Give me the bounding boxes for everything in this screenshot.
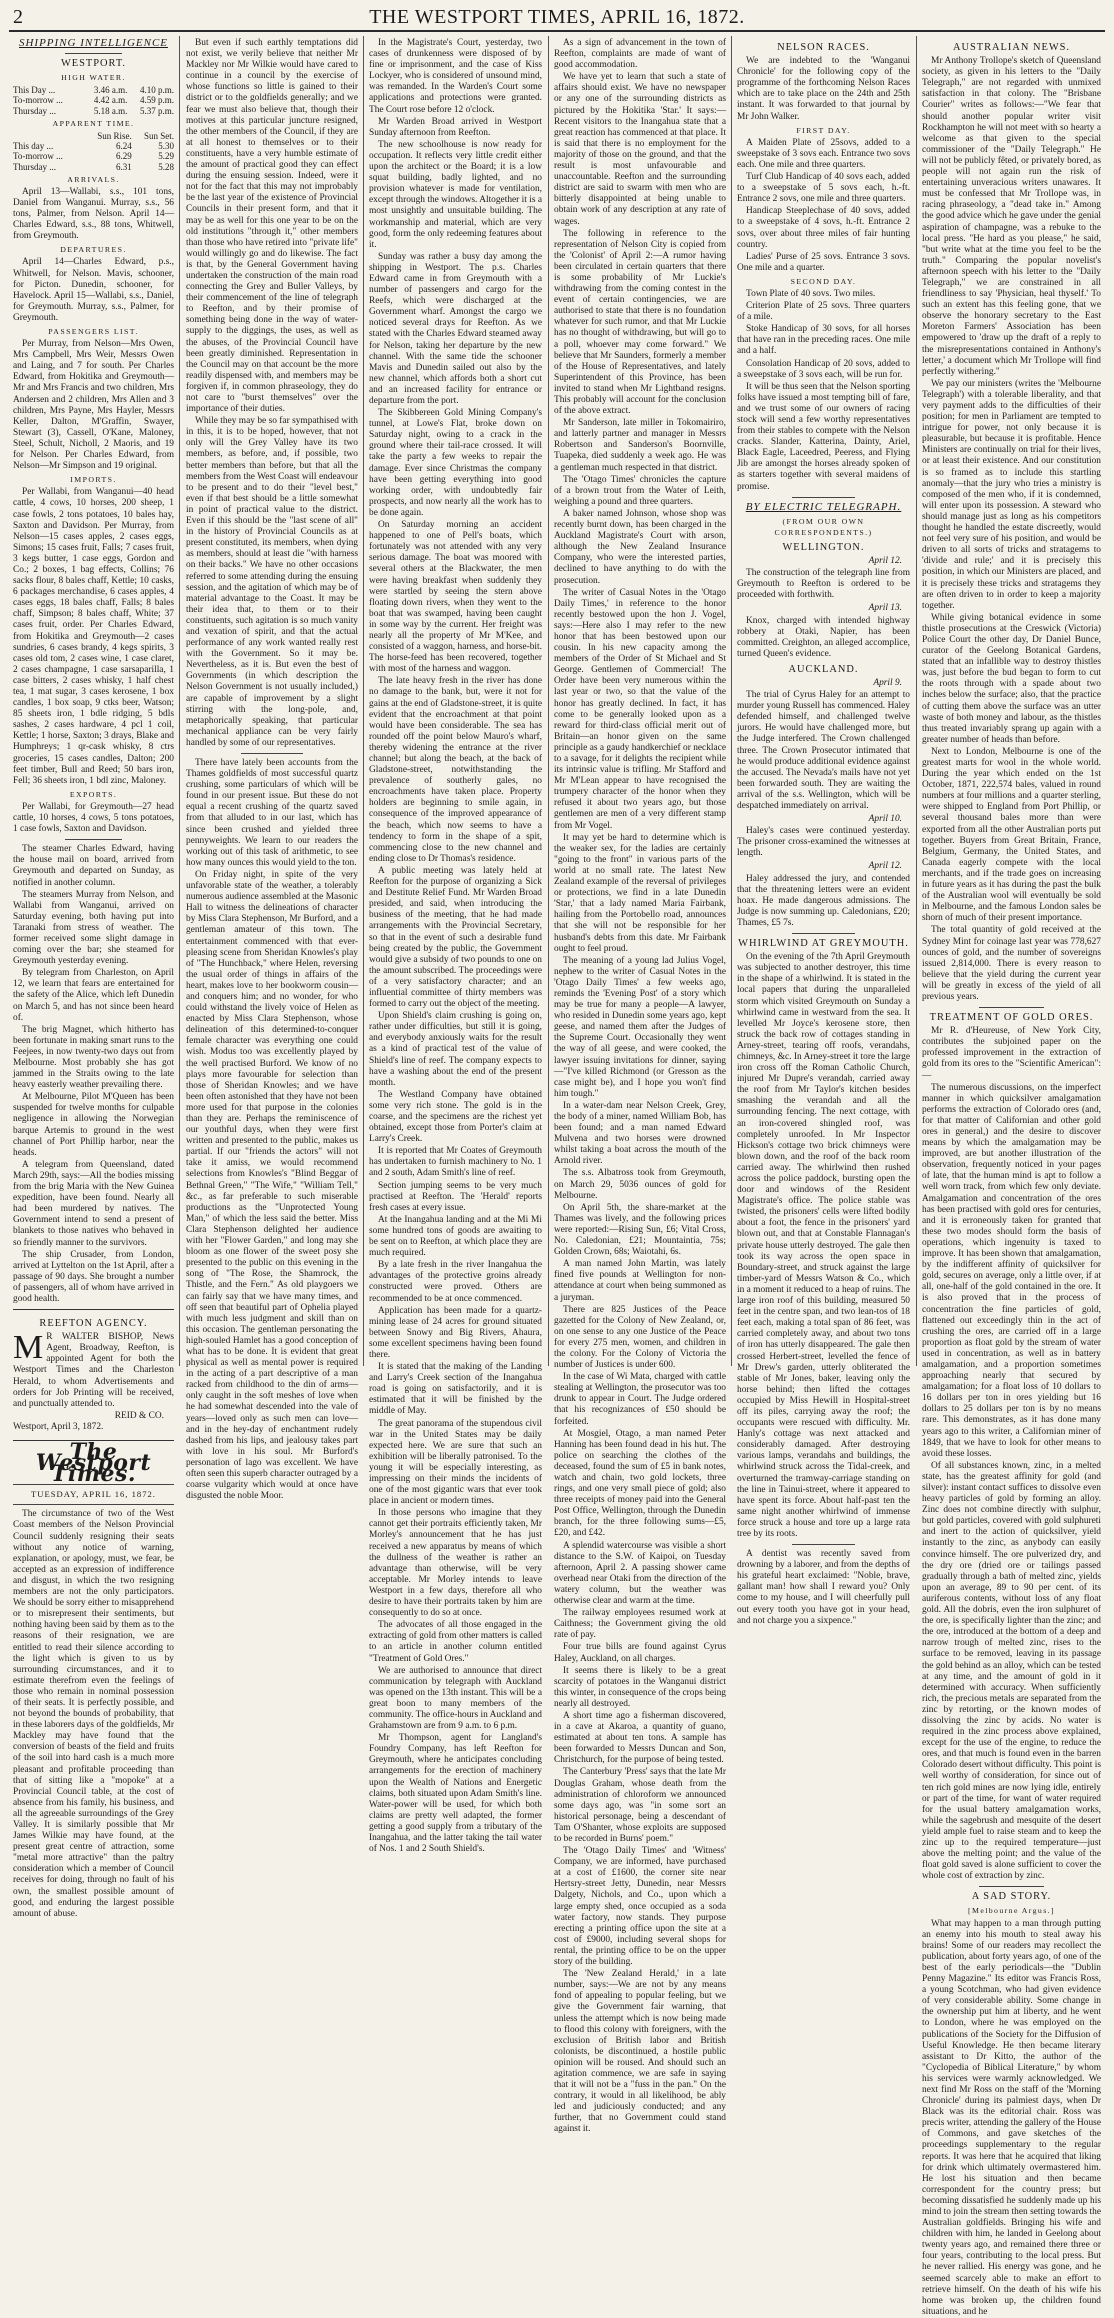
news-paragraph: At Mosgiel, Otago, a man named Peter Hanning has been found dead in his hut. The police on searching the clothes of the deceased, found the sum of £5 in bank notes, watch and chain, two gold lockets, three rings, and one very small piece of gold; also three receipts of money paid into the General Post Office, Wellington, through the Dunedin branch, for the three following sums—£5, £20, and £42.	[554, 1428, 726, 1539]
news-paragraph: Four true bills are found against Cyrus Haley, Auckland, on all charges.	[554, 1642, 726, 1664]
cell: Sun Rise.	[97, 130, 132, 141]
news-paragraph: On April 5th, the share-market at the Thames was lively, and the following prices were reported:—Rising Sun, £6; Vital Cross, No. Caledonian, £21; Mountaintia, 75s; Golden Crown, 68s; Waiotahi, 6s.	[554, 1202, 726, 1258]
shipping-note: By telegram from Charleston, on April 12, we learn that fears are entertained for the safety of the Alice, which left Dunedin on March 5, and has not since been heard of.	[13, 968, 174, 1023]
race-item: Ladies' Purse of 25 sovs. Entrance 3 sovs. One mile and a quarter.	[737, 251, 910, 273]
cell: 5.29	[158, 151, 174, 162]
cell: 4.42 a.m.	[93, 95, 128, 106]
dateline: April 12.	[868, 556, 902, 567]
advert-body	[13, 1329, 174, 1410]
news-paragraph: The Canterbury 'Press' says that the late Mr Douglas Graham, whose death from the administration of chloroform we announced some days ago, was "in some sort an historical personage, being a descendant of Tam O'Shanter, whose exploits are supposed to be recorded in Burns' poem."	[554, 1767, 726, 1844]
gold-paragraph: Mr R. d'Heureuse, of New York City, contributes the subjoined paper on the professed improvement in the extraction of gold from its ores to the "Scientific American":—	[922, 1026, 1101, 1081]
cell: Thursday ...	[13, 161, 56, 172]
news-paragraph: On Friday night, in spite of the very unfavorable state of the weather, a tolerably numerous audience assembled at the Masonic Hall to witness the delineations of character by Miss Clara Stephenson, Mr Burford, and a gentleman amateur of this town. The entertainment commenced with that ever-pleasing scene from Sheridan Knowles's play of "The Hunchback," where Helen, reversing the usual order of things in affairs of the heart, makes love to her bookworm cousin—and conquers him; and no wonder, for who could withstand the lively voice of Helen as enacted by Miss Clara Stephenson, whose delineation of this determined-to-conquer female character was everything one could wish. Modus too was excellently played by the well practised Burford. We know of no plays more favourable for selection than those of Sheridan Knowles; and we have been often astonished that they have not been more used for that purpose in the colonies than they are. Perhaps the reminiscence of our youthful days, when they were first written and presented to the public, makes us partial. If our "friends the actors" will not take it amiss, we would recommend selections from Knowles's "Blind Beggar of Bethnal Green," "The Wife," "William Tell," &c., as far preferable to such miserable productions as the "Unprotected Young Man," of which the less said the better. Miss Clara Stephenson delighted her audience with her "Flower Garden," and long may she bloom as one flower of the sweet posy she presented to the public on this evening in the song of "The Rose, the Shamrock, the Thistle, and the Fern." As old playgoers we can fairly say that we have many times, and off seen that beautiful part of Ophelia played with much less judgment and skill than on this occasion. The gentleman personating the high-souled Hamlet has a good conception of what has to be done. It is evident that great physical as well as mental power is required in the acting of a part descriptive of a man racked from childhood to the din of arms—only caught in the soft meshes of love when he had somewhat descended into the vale of years—loved only as such men can love—and in the hey-day of enchantment rudely dashed from his lips, and jealousy takes part with love in his soul. Mr Burford's personation of lago was excellent. We have often seen this superb character outraged by a coarse vulgarity which would at once have disgusted the noble Moor.	[186, 869, 358, 1502]
news-paragraph: We are authorised to announce that direct communication by telegraph with Auckland was opened on the 13th instant. This will be a great boon to many members of the community. The office-hours in Auckland and Grahamstown are from 9 a.m. to 6 p.m.	[369, 1665, 542, 1732]
imports-text: Per Wallabi, from Wanganui—40 head cattle, 4 cows, 10 horses, 200 sheep, 1 case fowls, 2 tons potatoes, 10 bales hay, Saxton and Davidson. Per Murray, from Nelson—15 cases apples, 2 cases eggs, Simons; 15 cases fruit, Falls; 7 cases fruit, 3 kegs butter, 1 case eggs, Gordon and Co.; 2 boxes, 1 bag effects, Collins; 76 sacks flour, 8 bales chaff, Kettle; 10 casks, 6 packages merchandise, 6 cases apples, 4 cases eggs, 18 bales chaff, Falls; 8 bales chaff, Simpson; 8 bales chaff, White; 37 cases fruit, order. Per Charles Edward, from Hokitika and Greymouth—2 cases sundries, 6 cases brandy, 4 kegs spirits, 3 cases old tom, 2 cases wine, 1 case claret, 2 cases champagne, 1 case sarsaparilla, 1 case bitters, 2 cases whisky, 1 half chest tea, 1 mat sugar, 3 cases kerosene, 1 box candles, 1 box soap, 9 ctks beer, Watson; 85 sheets iron, 1 bdle ridging, 5 bdls sashes, 2 cases hardware, 4 pcl 1 coil, Kettle; 1 horse, Saxton; 3 drays, Blake and Humphreys; 1 qr-cask whisky, 8 ctrs groceries, 15 cases candles, Dalton; 200 feet timber, Bull and Reed; 50 bars iron, Fell; 36 sheets iron, 1 bdl zinc, Maloney.	[13, 487, 174, 786]
running-header	[9, 4, 1105, 32]
running-head-title: THE WESTPORT TIMES, APRIL 16, 1872.	[369, 6, 745, 28]
news-paragraph: Section jumping seems to be very much practised at Reefton. The 'Herald' reports fresh cases at every issue.	[369, 1180, 542, 1213]
wellington-heading: WELLINGTON.	[782, 541, 865, 553]
reefton-agency-advert	[13, 1309, 174, 1441]
divider	[65, 839, 123, 840]
exports-text: Per Wallabi, for Greymouth—27 head cattle, 10 horses, 4 cows, 5 tons potatoes, 1 case fowls, Saxton and Davidson.	[13, 801, 174, 835]
dateline: April 13.	[868, 603, 902, 614]
news-paragraph: It is stated that the making of the Landing and Larry's Creek section of the Inangahua road is going on satisfactorily, and it is estimated that it will be finished by the middle of May.	[369, 1362, 542, 1417]
paper-nameplate: The Westport Times.	[35, 1439, 152, 1488]
news-paragraph: The great panorama of the stupendous civil war in the United States may be daily expected here. We are sure that such an exhibition will be liberally patronised. To the young it will be especially interesting, as impressing on their minds the incidents of one of the most gigantic wars that ever took place in ancient or modern times.	[369, 1418, 542, 1507]
news-paragraph: A short time ago a fisherman discovered, in a cave at Akaroa, a quantity of guano, estimated at about ten tons. A sample has been forwarded to Messrs Duncan and Son, Christchurch, for the purpose of being tested.	[554, 1710, 726, 1766]
cell: 6.24	[115, 141, 132, 152]
auckland-heading: AUCKLAND.	[788, 663, 859, 675]
cell: 6.31	[115, 161, 132, 172]
news-paragraph: The new schoolhouse is now ready for occupation. It reflects very little credit either upon the architect or the Board; it is a low squat building, badly lighted, and no provision whatever is made for ventilation, except through the windows. Altogether it is a most unsightly and unsuitable building. The workmanship and material, which are very good, form the only redeeming features about it.	[369, 139, 542, 250]
cell: 5.37 p.m.	[139, 105, 174, 116]
australian-paragraph: Next to London, Melbourne is one of the greatest marts for wool in the whole world. During the year which ended on the 1st October, 1871, 222,574 bales, valued in round numbers at four millions and a quarter sterling, were shipped to England from Port Phillip, or several thousand bales more than were exported from all the other Australian ports put together. Buyers from Great Britain, France, Belgium, Germany, the United States, and Canada eagerly compete with the local merchants, and if the trade goes on increasing in future years as it has during the past the bulk of the Australian wool will eventually be sold in Melbourne, and the famous London sales be shorn of much of their present importance.	[922, 746, 1101, 924]
news-paragraph: A man named John Martin, was lately fined five pounds at Wellington for non-attendance at court when being summoned as a juryman.	[554, 1259, 726, 1303]
australian-paragraph: We pay our ministers (writes the 'Melbourne Telegraph') with a tolerable liberality, and that very payment adds to the difficulties of their position; for men in Parliament are tempted to intrigue for power, not only because it is pleasurable, but because it is profitable. Hence Ministers are continually on trial for their lives, or at least their existence. And our constitution is so framed as to include this startling anomaly—that the jury who tries a ministry is composed of the men who, if it is condemned, will enter upon its possession. A steward who should manage just as long as his competitors thought he handled the estate discreetly, would not feel very sure of his position, and would be driven to all sorts of tricks and stratagems to 'divide and rule;' and it is precisely this position, in which our Ministers are placed, and it is precisely these tricks and stratagems they are often driven to in order to keep a majority together.	[922, 378, 1101, 611]
news-paragraph: The late heavy fresh in the river has done no damage to the bank, but, were it not for gains at the end of Gladstone-street, it is quite evident that the encroachment at that point would have been considerable. The sea has rounded off the point below Mauro's wharf, thereby widening the entrance at the river channel; but along the beach, at the back of Gladstone-street, notwithstanding the prevalence of southerly gales, no encroachments have taken place. Property holders are beginning to smile again, in consequence of the improved appearance of the beach, which now seems to have a tendency to form in the shape of a spit, commencing close to the new channel and ending close to Dr Thomas's residence.	[369, 676, 542, 864]
news-paragraph: The following in reference to the representation of Nelson City is copied from the 'Colonist' of April 2:—A rumor having been circulated in certain quarters that there is some probability of Mr Luckie's withdrawing from the coming contest in the event of certain contingencies, we are authorised to state that there is no foundation whatever for such rumor, and that Mr Luckie has no thought of withdrawing, but will go to a poll, whoever may come forward." We believe that Mr Saunders, formerly a member of the House of Representatives, and lately Superintendent of this Province, has been invited to stand when Mr Lightband resigns. This probably will account for the conclusion of the above extract.	[554, 228, 726, 417]
divider	[65, 53, 123, 54]
arrivals-label: ARRIVALS.	[67, 174, 120, 184]
news-paragraph: The railway employees resumed work at Caithness; the Government giving the old rate of pay.	[554, 1608, 726, 1641]
news-paragraph: The 'New Zealand Herald,' in a late number, says:—We are not by any means fond of appealing to popular feeling, but we give the Government fair warning, that unless the attempt which is now being made to flood this colony with foreigners, with the exclusion of British labor and British colonists, be discontinued, a hostile public opinion will be roused. And should such an agitation commence, we are safe in saying that it will not be a "fuss in the pan." On the contrary, it would in all likelihood, be ably led and judiciously conducted; and any further, that no Government could stand against it.	[554, 1969, 726, 2135]
whirlwind-text: On the evening of the 7th April Greymouth was subjected to another destroyer, this time in the shape of a whirlwind. It is stated in the local papers that during the unparalleled storm which visited Greymouth on Sunday a whirlwind came in westward from the sea. It levelled Mr Joyce's kerosene store, then struck the back row of cottages standing in Arney-street, tearing off roofs, verandahs, chimneys, &c. In Arney-street it tore the large iron cross off the Roman Catholic Church, injured Mr Dupre's verandah, carried away the roof from Mr Taylor's kitchen besides smashing the verandah and all the surrounding fencing. The next cottage, with an iron-covered shingled roof, was completely unroofed. In Mr Inspector Hickson's cottage two brick chimneys were blown down, and the roof of the back room carried away. The whirlwind then rushed across the police paddock, bursting open the door and windows of the Resident Magistrate's office. The police stable was twisted, the prisoners' cells were lifted bodily about a foot, the fence in the prisoners' yard blown out, and that at Constable Flannagan's private house utterly destroyed. The gale then took its way across the open space in Boundary-street, and struck against the large timber-yard of Messrs Watson & Co., which in a moment it reduced to a heap of ruins. The large iron roof of this building, measured 50 feet in the centre span, and two lean-tos of 18 feet each, making a total span of 86 feet, was carried completely away, and about two tons of iron has utterly disappeared. The gale then crossed Herbert-street, levelled the fence of Mr Drew's garden, utterly obliterated the stable of Mr Jones, baker, leaving only the horse behind; then lifted the cottages occupied by Miss Hewill in Hospital-street off its piles, carrying away the roof; the occupants were rescued with difficulty. Mr. Hanly's cottage was next attacked and considerably damaged. After destroying various lamps, verandahs and buildings, the whirlwind struck across the Tidal-creek, and overturned the tramway-carriage standing on the line in Tainui-street, where it appeared to have spent its force. About half-past ten the same night another whirlwind of immense force struck a house and tore up a large rata tree by its roots.	[737, 952, 910, 1539]
cell: This day ...	[13, 141, 54, 152]
race-item: Criterion Plate of 25 sovs. Three quarters of a mile.	[737, 301, 910, 323]
gold-paragraph: The numerous discussions, on the imperfect manner in which quicksilver amalgamation performs the extraction of Colorado ores (and, for that matter of Californian and other gold ores in general,) and the desire to discover means by which the amalgamation may be improved, are but another illustration of the observation, frequently noticed in your pages of late, that the human mind is apt to follow a well worn track, from which few only deviate. Amalgamation and concentration of the ores has been practised with gold ores for centuries, and it is erroneously taken for granted that these two modes should form the basis of operations, which ingenuity is taxed to improve. It has been shown that amalgamation, by the indifferent affinity of quicksilver for gold, secures on average, only a little over, if at all, one-half of the gold contained in the ore. It is also proved that in the process of concentration the fine particles of gold, flattened out exceedingly thin in the act of crushing the ores, are carried off in a large proportion as float gold by the stream of water used in concentration, as well as in battery amalgamation, and a proportion sometimes approaching nearly that secured by amalgamation; for a float loss of 10 dollars to 16 dollars per ton in ores yielding but 16 dollars to 25 dollars per ton is by no means rare. This demonstrates, as it has done many years ago to this writer, a Californian miner of 1849, that we have to look for other means to avoid these losses.	[922, 1082, 1101, 1459]
shipping-note: The ship Crusader, from London, arrived at Lyttelton on the 1st April, after a passage of 90 days. She brought a number of passengers, all of whom have arrived in good health.	[13, 1249, 174, 1304]
departures-label: DEPARTURES.	[60, 245, 127, 255]
column-6	[922, 38, 1101, 2317]
telegraph-heading: BY ELECTRIC TELEGRAPH.	[745, 500, 902, 513]
news-paragraph: The writer of Casual Notes in the 'Otago Daily Times,' in reference to the honor recently bestowed upon the hon J. Vogel, says:—Here also I may refer to the new honor that has been bestowed upon our cousin. In his new capacity among the members of the Order of St Michael and St George. Gentlemen of Commercial! The Order have been very numerous within the last year or two, so that the value of the honor has greatly declined. In fact, it has come to be generally looked upon as a reward for third-class official merit out of Britain—an honor given on the same principle as a gaudy handkerchief or necklace to a savage, for it delights the recipient while its intrinsic value is trifling. Mr Stafford and Mr M'Lean appear to have recognised the trumpery character of the honor when they refused it about two years ago, but those gentlemen are men of a very different stamp from Mr Vogel.	[554, 587, 726, 831]
telegram-text: Knox, charged with intended highway robbery at Otaki, Napier, has been committed. Creighton, an alleged accomplice, turned Queen's evidence.	[737, 615, 910, 659]
leader-paragraph: But even if such earthly temptations did not exist, we verily believe that neither Mr Mackley nor Mr Wilkie would have cared to continue in a council by the exercise of whose functions so little is gained to their district or to the goldfields generally; and we fear we must also believe that, though their motives at this particular juncture resigned, the other members of the Council, if they are at all honest to themselves or to their constituents, have a very humble estimate of the amount of practical good they can effect during the ensuing session. Indeed, were it not for the fact that this may not improbably be the last year of the existence of Provincial Councils in their present form, and that it may be as well for this one year to be on the old institutions "through it," other members than those who have retired into "private life" would willingly go and do likewise. The fact is that, by the General Government having undertaken the construction of the main road connecting the Grey and Buller Valleys, by their commencement of the line of telegraph to Reefton, and by their promise of something being done in the way of water-supply to the diggings, the uses, as well as the abuses, of the Provincial Council have been greatly diminished. Representation in the Council may on that account be the more readily dispensed with, and members may be forgiven if, in common phraseology, they do not care to "burst themselves" over the importance of their duties.	[186, 38, 358, 415]
news-paragraph: The advocates of all those engaged in the extracting of gold from other matters is called to an article in another column entitled "Treatment of Gold Ores."	[369, 1620, 542, 1664]
high-water-label: HIGH WATER.	[61, 73, 126, 83]
sad-story-source: [Melbourne Argus.]	[968, 1906, 1055, 1916]
shipping-note: At Melbourne, Pilot M'Queen has been suspended for twelve months for culpable negligence in allowing the Norwegian barque Artemis to ground in the west channel of Port Phillip harbor, near the heads.	[13, 1092, 174, 1158]
sad-story-heading: A SAD STORY.	[971, 1891, 1052, 1903]
imports-label: IMPORTS.	[70, 475, 117, 485]
dateline: April 9.	[873, 677, 902, 688]
table-row	[13, 106, 174, 116]
news-paragraph: As a sign of advancement in the town of Reefton, complaints are made of want of good accommodation.	[554, 38, 726, 71]
telegram-text: The construction of the telegraph line from Greymouth to Reefton is ordered to be proceeded with forthwith.	[737, 568, 910, 601]
drop-cap: M	[13, 1329, 44, 1367]
news-paragraph: Mr Warden Broad arrived in Westport Sunday afternoon from Reefton.	[369, 116, 542, 138]
dateline: April 10.	[868, 814, 902, 825]
column-5	[737, 38, 910, 1626]
races-heading: NELSON RACES.	[777, 42, 870, 53]
tide-table	[13, 85, 174, 116]
shipping-note: The brig Magnet, which hitherto has been fortunate in making smart runs to the Feejees, in now twenty-two days out from Melbourne. Most probably she has got jammed in the Straits owing to the late heavy easterly weather prevailing there.	[13, 1024, 174, 1091]
cell: 5.30	[158, 141, 174, 152]
shipping-heading: SHIPPING INTELLIGENCE	[18, 37, 169, 49]
advert-dateline: Westport, April 3, 1872.	[13, 1421, 104, 1432]
divider	[13, 1504, 174, 1505]
whirlwind-heading: WHIRLWIND AT GREYMOUTH.	[738, 938, 909, 950]
divider	[979, 1007, 1043, 1008]
cell: 5.18 a.m.	[93, 105, 128, 116]
sad-story-text: What may happen to a man through putting an enemy into his mouth to steal away his brains! Some of our readers may recollect the publication, about forty years ago, of one of the best of the early periodicals—the "Dublin Penny Magazine." Its editor was Francis Ross, a young Scotchman, who had given evidence of very considerable ability. Some change in the ownership put him at liberty, and he went to London, where he was employed on the publications of the Society for the Diffusion of Useful Knowledge. He then became literary assistant to Dr Kitto, the author of the "Cyclopedia of Biblical Literature," by whom his services were warmly acknowledged. We next find Mr Ross on the staff of the 'Morning Chronicle' during its palmiest days, when Dr Black was its the editorial chair. Ross was precis writer, attending the gallery of the House of Commons, and gave sketches of the proceedings supplementary to the regular reports. It was here that he acquired that liking for drink which ultimately overmastered him. He lost his situation and then became correspondent for the country press; but becoming dissatisfied he suddenly made up his mind to join the stream then setting towards the Australian goldfields. Bringing his wife and children with him, he landed in Geelong about twenty years ago, and remained there three or four years, contributing to the local press. But he never rallied. His energy was gone, and he seemed scarcely able to make an effort to retrieve himself. On the death of his wife his home was broken up, the children found situations, and he	[922, 1918, 1101, 2317]
column-3	[369, 38, 542, 1855]
australian-news-heading: AUSTRALIAN NEWS.	[952, 42, 1070, 53]
cell: 4.10 p.m.	[139, 85, 174, 96]
news-paragraph: A baker named Johnson, whose shop was recently burnt down, has been charged in the Auckland Magistrate's Court with arson, although the New Zealand Insurance Company, who were the interested parties, declined to have anything to do with the prosecution.	[554, 508, 726, 586]
cell: 4.59 p.m.	[139, 95, 174, 106]
sun-table	[13, 131, 174, 172]
news-paragraph: The 'Otago Daily Times' and 'Witness' Company, we are informed, have purchased at a cost of £1600, the corner site near Hertsry-street Jetty, Dunedin, near Messrs Dalgety, Nichols, and Co., upon which a large empty shed, once occupied as a soda water factory, now stands. They purpose erecting a printing office upon the site at a cost of £9000, including several shops for rental, the printing office to be on the upper story of the building.	[554, 1846, 726, 1968]
table-row	[13, 141, 174, 151]
telegram-text: The trial of Cyrus Haley for an attempt to murder young Russell has commenced. Haley defended himself, and challenged twelve jurors. He would have challenged more, but the Judge interfered. The Crown challenged three. The Crown Prosecutor intimated that he would produce additional evidence against the accused. The Nevada's mails have not yet been forwarded south. They are waiting the arrival of the s.s. Wellington, which will be despatched immediately on arrival.	[737, 690, 910, 811]
gold-paragraph: Of all substances known, zinc, in a melted state, has the greatest affinity for gold (and silver): instant contact suffices to dissolve even heavy particles of gold by forming an alloy. Zinc does not combine directly with sulphur, but gold particles, covered with gold sulphureti and inert to the action of quicksilver, yield instantly to the zinc, as anybody can easily convince himself. The ore pulverized dry, and the dry ore (dried ore or tailings passed gradually through a bath of melted zinc, yields upon an average, 89 to 90 per cent. of its auriferous contents, without loss of any float gold. All the dobris, even the iron sulphuret of the ore, is specifically lighter than the zinc; and the ore, introduced at the bottom of a deep and narrow trough of melted zinc, rises to the surface to be removed, leaving in its passage the gold behind as an alloy, which can be tested at any time, and the amount of gold in it determined with accuracy. When sufficiently rich, the precious metals are separated from the zinc by retorting, or the known modes of dissolving the zinc by acids. No water is required in the zinc process above explained, except for the use of the engine, to reduce the ores, and that much is found even in the barren Colorado desert without difficulty. This point is well worthy of consideration, for since out of ten rich gold mines are now lying idle, entirely or part of the time, for want of water required for the usual battery amalgamation works, while the sagebrush and mesquite of the desert yield ample fuel to raise steam and to keep the zinc up to the required temperature—just above the melting point; and the value of the float gold saved is alone sufficient to cover the whole cost of extraction by zinc.	[922, 1460, 1101, 1882]
race-item: A Maiden Plate of 25sovs, added to a sweepstake of 3 sovs each. Entrance two sovs each. One mile and three quarters.	[737, 137, 910, 170]
news-paragraph: We have yet to learn that such a state of affairs should exist. We have no newspaper or any one of the surrounding districts as pictured by the Hokitika 'Star.' It says:—Recent visitors to the Inangahua state that a great reaction has commenced at that place. It is said that there is no employment for the majority of those on the ground, and that the result is most unfavourable and unaccountable. Reefton and the surrounding district are said to swarm with men who are bitterly disappointed at being unable to obtain work of any description at any rate of wages.	[554, 72, 726, 227]
passengers-label: PASSENGERS LIST.	[48, 327, 139, 337]
australian-paragraph: While giving botanical evidence in some thistle prosecutions at the Creswick (Victoria) Police Court the other day, Dr Daniel Bunce, curator of the Geelong Botanical Gardens, stated that an infallible way to destroy thistles was, just before the bud began to form to cut the roots through with a spade about two inches below the surface; also, that the practice of cutting them above the surface was an utter waste of both money and labour, as the thistles thus treated invariably sprang up again with a greater number of heads than before.	[922, 612, 1101, 745]
advert-title: REEFTON AGENCY.	[39, 1318, 148, 1330]
news-paragraph: It may yet be hard to determine which is the weaker sex, for the ladies are certainly "going to the front" in various parts of the world at no small rate. The latest New Zealand example of the reversal of privileges or protections, we find in a late Dunedin 'Star,' that a lady named Maria Fairbank, hailing from the Portobello road, announces that she will not be responsible for her husband's debts from this date. Mr Fairbank ought to feel proud.	[554, 832, 726, 954]
news-paragraph: A splendid watercourse was visible a short distance to the S.W. of Kaipoi, on Tuesday afternoon, April 2. A passing shower came overhead near Otaki from the direction of the watery column, but the weather was otherwise clear and warm at the time.	[554, 1540, 726, 1607]
news-paragraph: In the Magistrate's Court, yesterday, two cases of drunkenness were disposed of by fine or imprisonment, and the case of Kiss Lockyer, who is considered of unsound mind, was remanded. In the Warden's Court some applications and protections were granted. The Court rose before 12 o'clock.	[369, 38, 542, 115]
table-row	[13, 162, 174, 172]
advert-text: R WALTER BISHOP, News Agent, Broadway, Reefton, is appointed Agent for both the Westport Times and the Charleston Herald, to whom Advertisements and orders for Job Printing will be received, and punctually attended to.	[13, 1332, 174, 1409]
cell: 3.46 a.m.	[93, 85, 128, 96]
news-paragraph: A public meeting was lately held at Reefton for the purpose of organizing a Sick and Destitute Relief Fund. Mr Warden Broad presided, and said, when introducing the business of the meeting, that he had made arrangements with the Provincial Secretary, so that in the event of such a desirable fund being created by the public, the Government would give a subsidy of two pounds to one on the amount subscribed. The proceedings were of a very satisfactory character; and an influential committee of thirty members was formed to carry out the object of the meeting.	[369, 865, 542, 1010]
table-row	[13, 151, 174, 161]
divider	[241, 753, 303, 754]
news-paragraph: By a late fresh in the river Inangahua the advantages of the protective groins already constructed were proved. Others are recommended to be at once commenced.	[369, 1260, 542, 1304]
news-paragraph: The s.s. Albatross took from Greymouth, on March 29, 5036 ounces of gold for Melbourne.	[554, 1168, 726, 1201]
news-paragraph: Upon Shield's claim crushing is going on, rather under difficulties, but still it is going, and everybody anxiously waits for the result as a kind of practical test of the value of Shield's line of reef. The company expects to have a washing about the end of the present month.	[369, 1011, 542, 1088]
news-paragraph: It seems there is likely to be a great scarcity of potatoes in the Wanganui district this winter, in consequence of the crops being nearly all destroyed.	[554, 1665, 726, 1709]
table-row	[13, 85, 174, 95]
column-4	[554, 38, 726, 2135]
telegraph-subtitle: (FROM OUR OWN CORRESPONDENTS.)	[774, 516, 873, 537]
race-item: It will be thus seen that the Nelson sporting folks have issued a most tempting bill of fare, and we trust some of our owners of racing stock will send a few worthy representatives from their stables to compete with the Nelson cracks. Slander, Katterina, Dainty, Ariel, Black Eagle, Laceedred, Peeress, and Flying Jib are amongst the horses already spoken of as starters together with several maidens of promise.	[737, 381, 910, 492]
news-paragraph: It is reported that Mr Coates of Greymouth has undertaken to furnish machinery to No. 1 and 2 south, Adam Smith's line of reef.	[369, 1146, 542, 1179]
leader-paragraph: While they may be so far sympathised with in this, it is to be hoped, however, that not only will the Grey Valley have its two members, as before, and, if possible, two better members than before, but that all the members from the West Coast will endeavour to be present and to do their "level best," even if that best should be a little somewhat in point of practical value to the district. Even if this should be the "last scene of all" in the history of Provincial Councils as at present constituted, its members, when dying as members, should at least die "with harness on their backs." We have no other occasions referred to some attending during the ensuing session, and the agitation of which may be of material advantage to the Coast. It may be their idea that, to them or to their constituents, such agitation is so much vanity and vexation of spirit, and that the actual performance of any work wanted really rest with the Government. So it may be. Nevertheless, as it is. But even the best of Governments (in which description the Nelson Government is not usually included,) are capable of improvement by a slight stirring with the long-pole, and, metaphorically speaking, that particular mechanical appliance can be very fairly handled by some of our representatives.	[186, 416, 358, 748]
telegram-text: Haley's cases were continued yesterday. The prisoner cross-examined the witnesses at length.	[737, 826, 910, 859]
table-row	[13, 95, 174, 105]
arrivals-text: April 13—Wallabi, s.s., 101 tons, Daniel from Wanganui. Murray, s.s., 56 tons, Palmer, from Nelson. April 14—Charles Edward, s.s., 88 tons, Whitwell, from Greymouth.	[13, 186, 174, 242]
cell: This Day ...	[13, 85, 56, 96]
column-2	[186, 38, 358, 1502]
race-item: Stoke Handicap of 30 sovs, for all horses that have ran in the preceding races. One mile and a half.	[737, 324, 910, 357]
cell: Sun Set.	[143, 130, 174, 141]
issue-date: TUESDAY, APRIL 16, 1872.	[31, 1489, 156, 1500]
divider	[792, 497, 854, 498]
cell: 5.28	[158, 161, 174, 172]
news-paragraph: There have lately been accounts from the Thames goldfields of most successful quartz crushing, some particulars of which will be found in our present issue. But these do not equal a recent crushing of the quartz saved from that alluded to in our last, which has since been crushed and yielded three pennyweights. We learn to our readers the working out of this task of arithmetic, to see how many ounces this would yield to the ton.	[186, 758, 358, 868]
columns	[9, 37, 1105, 2317]
shipping-note: The steamers Murray from Nelson, and Wallabi from Wanganui, arrived on Saturday evening, both having put into Taranaki from stress of weather. The former received some slight damage in coming over the bar; she steamed for Greymouth yesterday evening.	[13, 889, 174, 967]
news-paragraph: The 'Otago Times' chronicles the capture of a brown trout from the Water of Leith, weighing a pound and three quarters.	[554, 474, 726, 507]
race-item: Consolation Handicap of 20 sovs, added to a sweepstake of 3 sovs each, will be run for.	[737, 358, 910, 380]
telegram-text: Haley addressed the jury, and contended that the threatening letters were an evident hoax. He made dangerous admissions. The Judge is now summing up. Caledonians, £20; Thames, £5 7s.	[737, 873, 910, 928]
cell: 6.29	[115, 151, 132, 162]
table-row	[13, 131, 174, 141]
news-paragraph: In a water-dam near Nelson Creek, Grey, the body of a miner, named William Bob, has been found; and a man named Edward Mulvena and two horses were drowned whilst taking a boat across the mouth of the Arnold river.	[554, 1100, 726, 1167]
second-day-label: SECOND DAY.	[790, 276, 857, 286]
news-paragraph: The Westland Company have obtained some very rich stone. The gold is in the coarse, and the specimens are the richest yet obtained, except those from Porter's claim at Larry's Creek.	[369, 1089, 542, 1145]
passengers-text: Per Murray, from Nelson—Mrs Owen, Mrs Campbell, Mrs Weir, Messrs Owen and Laing, and 7 for south. Per Charles Edward, from Hokitika and Greymouth—Mr and Mrs Francis and two children, Mrs Andersen and 2 children, Mrs Allen and 3 children, Mrs Payne, Mrs Hayler, Messrs Keller, Dalton, M'Graffin, Swayer, Stewart (3), Cassell, O'Kane, Maloney, Steel, Schult, Nicholl, 2 Maoris, and 19 for Nelson. Per Charles Edward, from Nelson—Mr Simpson and 19 original.	[13, 339, 174, 472]
cell: Thursday ...	[13, 105, 56, 116]
port-heading: WESTPORT.	[60, 58, 127, 70]
shipping-note: A telegram from Queensland, dated March 29th, says:—All the bodies missing from the brig Maria with the New Guinea expedition, have been found. Nearly all had been murdered by natives. The Government intend to send a present of blankets to those natives who behaved in so friendly manner to the survivors.	[13, 1159, 174, 1248]
news-paragraph: In the case of Wi Mata, charged with cattle stealing at Wellington, the prosecutor was too drunk to appear in Court. The Judge ordered that his recognizances of £50 should be forfeited.	[554, 1372, 726, 1427]
leader-paragraph: The circumstance of two of the West Coast members of the Nelson Provincial Council suddenly resigning their seats without any notice of warning, explanation, or apology, must, we fear, be accepted as an expression of indifference and disgust, in which the two resigning members are not the only participators. We should be sorry either to misapprehend or to misrepresent their sentiments, but nothing having been said by them as to the reasons of their resignation, we are entitled to read their silence according to the light which is given to us by surrounding circumstances, and it to estimate therefrom even the feelings of those who remain in nominal possession of their seats. It is perfectly possible, and not beyond the bounds of probability, that in these laborers days of the goldfields, Mr Mackley may have found that the conversion of beasts of the field and fruits of the soil into hard cash is a much more pleasant and profitable proceeding than that of sitting like a "mopoke" at a Provincial Council table, at the cost of absence from his family, his business, and all the agreeable surroundings of the Grey Valley. It is similarly possible that Mr James Wilkie may have found, at the present great centre of attraction, some "metal more attractive" than the paltry consideration which a member of Council receives for doing, through no fault of his own, the smallest possible amount of good, and enduring the largest possible amount of abuse.	[13, 1509, 174, 1919]
exports-label: EXPORTS.	[69, 789, 118, 799]
australian-paragraph: The total quantity of gold received at the Sydney Mint for coinage last year was 778,627 ounces of gold, and the number of sovereigns issued 2,814,000. There is every reason to believe that the yield during the current year will be greatly in excess of the yield of all previous years.	[922, 925, 1101, 1002]
shipping-note: The steamer Charles Edward, having the house mail on board, arrived from Greymouth and departed on Sunday, as notified in another column.	[13, 844, 174, 888]
news-paragraph: There are 825 Justices of the Peace gazetted for the Colony of New Zealand, or, on one sense to any one Justice of the Peace for every 275 men, women, and children in the colony. For the Colony of Victoria the number of Justices is under 600.	[554, 1304, 726, 1371]
news-paragraph: Sunday was rather a busy day among the shipping in Westport. The p.s. Charles Edward came in from Greymouth with a number of passengers and cargo for the Reefs, which were discharged at the Government wharf. Amongst the cargo we noticed several drays for Reefton. As we stated with the Charles Edward steamed away for Nelson, taking her departure by the new channel. With the same tide the schooner Mavis and Dunedin sailed out also by the new channel, which affords both a short cut and an increased facility for entrance or departure from the port.	[369, 251, 542, 406]
page-number: 2	[13, 6, 23, 28]
news-paragraph: At the Inangahua landing and at the Mi Mi some hundred tons of goods are awaiting to be sent on to Reefton, at which place they are much required.	[369, 1214, 542, 1259]
departures-text: April 14—Charles Edward, p.s., Whitwell, for Nelson. Mavis, schooner, for Picton. Dunedin, schooner, for Havelock. April 15—Wallabi, s.s., Daniel, for Greymouth. Murray, s.s., Palmer, for Greymouth.	[13, 257, 174, 323]
cell: To-morrow ...	[13, 151, 63, 162]
races-intro: We are indebted to the 'Wanganui Chronicle' for the following copy of the programme of the forthcoming Nelson Races which are to take place on the 24th and 25th instant. It was forwarded to that journal by Mr John Walker.	[737, 56, 910, 122]
news-paragraph: The Skibbereen Gold Mining Company's tunnel, at Lowe's Flat, broke down on Saturday night, owing to a crack in the ground where their tail-race crossed. It will take the party a few weeks to repair the damage. Ever since Christmas the company have been getting everything into good working order, with undoubtedly fair prospects, and now nearly all the work has to be done again.	[369, 408, 542, 518]
divider	[792, 933, 854, 934]
news-paragraph: Mr Thompson, agent for Langland's Foundry Company, has left Reefton for Greymouth, where he anticipates concluding arrangements for the erection of machinery upon the Wealth of Nations and Energetic claims, both situated upon Adam Smith's line. Water-power will be used, for which both claims are pretty well adapted, the former getting a good supply from a tributary of the Inangahua, and the latter taking the tail water of Nos. 1 and 2 South Shield's.	[369, 1733, 542, 1855]
gold-ores-heading: TREATMENT OF GOLD ORES.	[929, 1012, 1094, 1024]
cell: To-morrow ...	[13, 95, 63, 106]
news-paragraph: Mr Sanderson, late miller in Tokomairiro, and latterly partner and manager in Messrs Robertson and Sanderson's Boornville, Tuapeka, died suddenly a week ago. He was a gentleman much respected in that district.	[554, 418, 726, 473]
race-item: Turf Club Handicap of 40 sovs each, added to a sweepstake of 5 sovs each, h.-ft. Entrance 2 sovs, one mile and three quarters.	[737, 172, 910, 205]
news-paragraph: On Saturday morning an accident happened to one of Pell's boats, which fortunately was not attended with any very serious damage. The boat was moored with several others at the Blackwater, the men were having breakfast when suddenly they were startled by seeing the stern above floating down rivers, when they went to the boat that was swamped, having been caught in some way by the current. Her freight was nearly all the property of Mr M'Kee, and consisted of a waggon, harness, and horse-bit. The horse-feed has been recovered, together with most of the harness and waggon.	[369, 520, 542, 675]
apparent-time-label: APPARENT TIME.	[52, 118, 135, 128]
news-paragraph: The meaning of a young lad Julius Vogel, nephew to the writer of Casual Notes in the 'Otago Daily Times' a few weeks ago, reminds the 'Evening Post' of a story which may be true for many a people—A lawyer, who resided in Dunedin some years ago, kept geese, and named them after the Judges of the Supreme Court. Occasionally they went the way of all geese, and were cooked, the lawyer issuing invitations for dinner, saying—"I've killed Richmond (or Gresson as the case might be), and I hope you won't find him tough."	[554, 955, 726, 1099]
cell	[13, 131, 83, 141]
race-item: Town Plate of 40 sovs. Two miles.	[746, 288, 876, 299]
first-day-label: FIRST DAY.	[796, 125, 851, 135]
australian-paragraph: Mr Anthony Trollope's sketch of Queensland society, as given in his letters to the "Daily Telegraph," are not regarded with unmixed satisfaction in that colony. The "Brisbane Courier" writes as follows:—"We fear that should another popular writer visit Rockhampton he will not meet with so hearty a welcome as that given to the special commissioner of the "Daily Telegraph." He will not be publicly fêted, or privately bored, as people will not again run the risk of entertaining unveracious writers unawares. It must be confessed that Mr Trollope was, in racing phraseology, a "dead take in." Among the good advice which he gave under the genial aspiration of champagne, was a rebuke to the local press. "He hard as you please," he said, "but write what at the time you feel to be the truth." Comparing the popular novelist's afternoon speech with his letter to the "Daily Telegraph," we are constrained in all friendliness to say 'Physician, heal thyself.' To such an extent has this feeling gone, that we observe the honorary secretary to the East Moreton Farmers' Association has been empowered to 'draw up the draft of a reply to the misrepresentations contained in Anthony's letter,' a document which Mr Trollope will find perfectly withering."	[922, 56, 1101, 377]
newspaper-page	[9, 0, 1105, 2317]
race-item: Handicap Steeplechase of 40 sovs, added to a sweepstake of 4 sovs, h.-ft. Entrance 2 sovs, over about three miles of fair hunting country.	[737, 206, 910, 250]
column-1	[13, 37, 174, 1919]
dateline: April 12.	[868, 861, 902, 872]
dentist-anecdote: A dentist was recently saved from drowning by a laborer, and from the depths of his grateful heart exclaimed: "Noble, brave, gallant man! how shall I reward you? Only come to my house, and I will cheerfully pull out every tooth you have got in your head, and not charge you a sixpence."	[737, 1549, 910, 1626]
divider	[792, 1544, 854, 1545]
news-paragraph: In those persons who imagine that they cannot get their portraits efficiently taken, Mr Morley's announcement that he has just received a new apparatus by means of which the dullness of the weather is rather an advantage than otherwise, will be very acceptable. Mr Morley intends to leave Westport in a few days, therefore all who desire to have their portraits taken by him are consequently to do so at once.	[369, 1508, 542, 1619]
divider	[979, 1886, 1043, 1887]
news-paragraph: Application has been made for a quartz-mining lease of 24 acres for ground situated between Snowy and Big Rivers, Ahaura, some excellent specimens having been found there.	[369, 1305, 542, 1360]
advert-signature: REID & CO.	[114, 1410, 164, 1421]
